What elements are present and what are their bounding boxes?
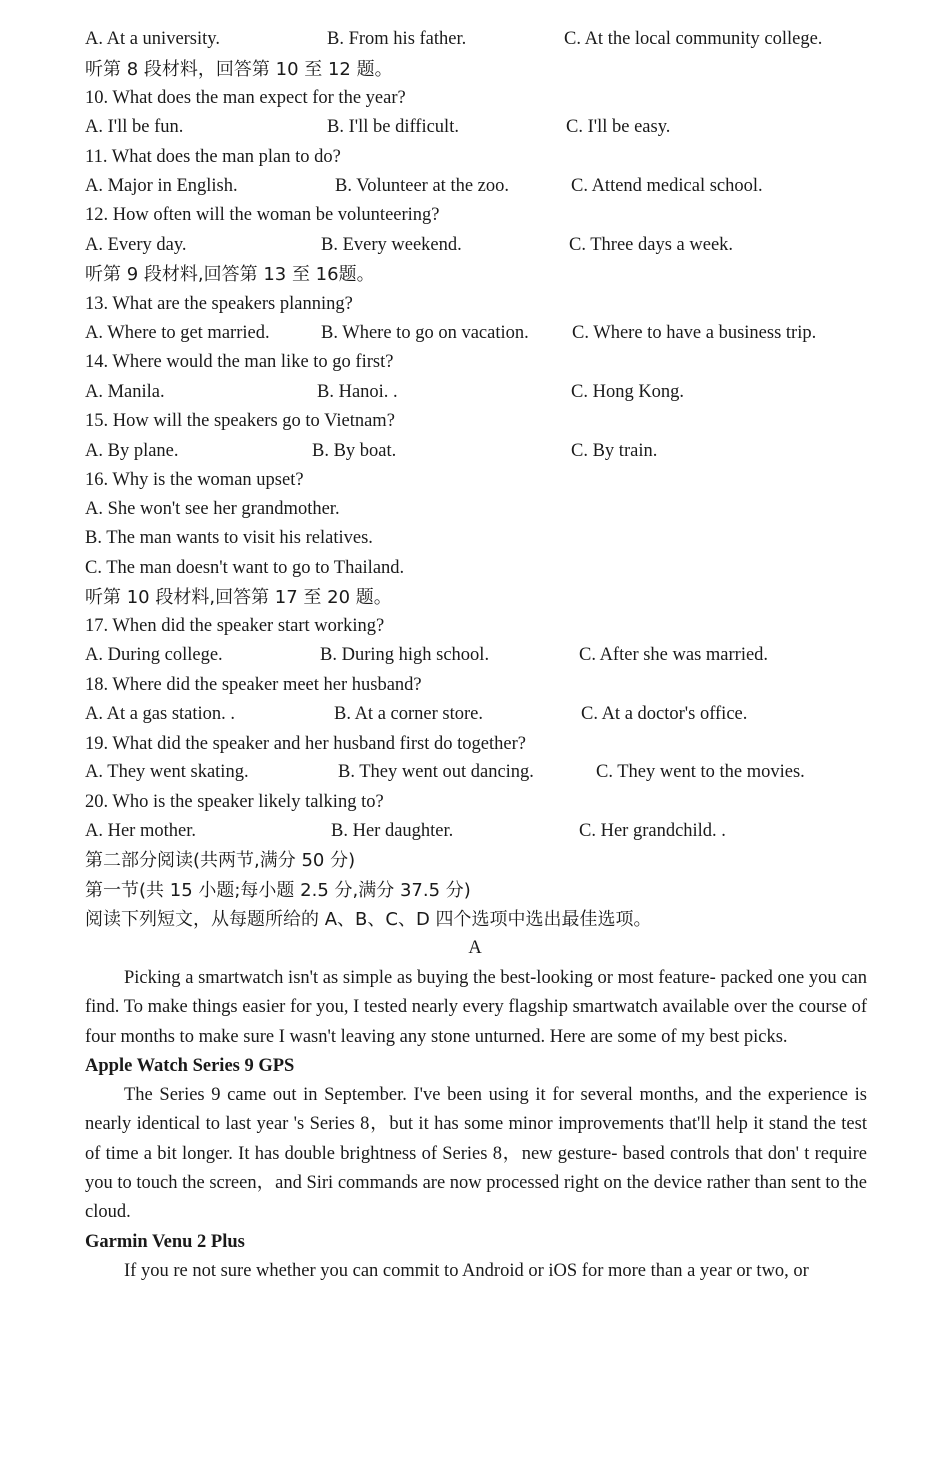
option-b: B. Volunteer at the zoo. [335,176,510,196]
question-16: 16. Why is the woman upset? [85,470,304,490]
section-9-instruction: 听第 9 段材料,回答第 13 至 16题。 [85,264,375,285]
option-a: A. During college. [85,645,223,665]
heading-garmin-venu: Garmin Venu 2 Plus [85,1231,245,1252]
question-17: 17. When did the speaker start working? [85,616,385,636]
option-a: A. By plane. [85,441,179,461]
option-c: C. After she was married. [579,645,769,665]
question-13: 13. What are the speakers planning? [85,294,353,314]
option-c: C. Three days a week. [569,235,734,255]
option-a: A. They went skating. [85,762,249,782]
reading-instruction: 阅读下列短文，从每题所给的 A、B、C、D 四个选项中选出最佳选项。 [85,909,652,930]
paragraph-garmin-venu: If you re not sure whether you can commit to Android or iOS for more than a year or two, or [124,1260,809,1281]
q16-option-b: B. The man wants to visit his relatives. [85,528,373,548]
option-c: C. At a doctor's office. [581,704,748,724]
question-14: 14. Where would the man like to go first? [85,352,394,372]
option-b: B. They went out dancing. [338,762,534,782]
question-10: 10. What does the man expect for the year? [85,88,406,108]
option-c: C. By train. [571,441,658,461]
paragraph-apple-watch: The Series 9 came out in September. I've been using it for several months, and the experience is nearly identical to last year 's Series 8，but it has some minor improvements that'll help it stand the test of time a bit longer. It has double brightness of Series 8，new gesture- based controls that don' t require you to touch the screen，and Siri commands are now processed right on the device rather than sent to the cloud. [85,1085,867,1223]
question-18: 18. Where did the speaker meet her husband? [85,675,422,695]
option-a: A. At a university. [85,29,220,49]
question-20: 20. Who is the speaker likely talking to? [85,792,384,812]
question-12: 12. How often will the woman be volunteering? [85,205,440,225]
section-1-heading: 第一节(共 15 小题;每小题 2.5 分,满分 37.5 分) [85,880,471,901]
option-b: B. During high school. [320,645,490,665]
option-a: A. Where to get married. [85,323,270,343]
option-b: B. Hanoi. . [317,382,398,402]
option-c: C. Hong Kong. [571,382,685,402]
passage-body [85,964,867,1286]
passage-intro: Picking a smartwatch isn't as simple as buying the best-looking or most feature- packed one you can find. To make things easier for you, I tested nearly every flagship smartwatch available over the course of four months to make sure I wasn't leaving any stone unturned. Here are some of my best picks. [85,968,867,1047]
option-c: C. I'll be easy. [566,117,671,137]
option-b: B. At a corner store. [334,704,483,724]
option-c: C. Her grandchild. . [579,821,726,841]
option-a: A. Every day. [85,235,187,255]
q16-option-c: C. The man doesn't want to go to Thailand. [85,558,405,578]
option-a: A. Her mother. [85,821,196,841]
part-2-heading: 第二部分阅读(共两节,满分 50 分) [85,850,356,871]
q16-option-a: A. She won't see her grandmother. [85,499,340,519]
question-19: 19. What did the speaker and her husband first do together? [85,734,526,754]
passage-label: A [468,938,482,958]
option-b: B. I'll be difficult. [327,117,459,137]
option-a: A. Manila. [85,382,165,402]
option-c: C. Where to have a business trip. [572,323,817,343]
option-b: B. By boat. [312,441,397,461]
question-11: 11. What does the man plan to do? [85,147,341,167]
section-10-instruction: 听第 10 段材料,回答第 17 至 20 题。 [85,587,392,608]
option-c: C. They went to the movies. [596,762,805,782]
option-b: B. Where to go on vacation. [321,323,529,343]
option-b: B. Her daughter. [331,821,454,841]
option-b: B. From his father. [327,29,467,49]
option-a: A. Major in English. [85,176,238,196]
option-c: C. At the local community college. [564,29,823,49]
heading-apple-watch: Apple Watch Series 9 GPS [85,1055,295,1076]
question-15: 15. How will the speakers go to Vietnam? [85,411,395,431]
section-8-instruction: 听第 8 段材料，回答第 10 至 12 题。 [85,59,393,80]
option-a: A. I'll be fun. [85,117,184,137]
option-b: B. Every weekend. [321,235,462,255]
option-c: C. Attend medical school. [571,176,763,196]
option-a: A. At a gas station. . [85,704,236,724]
